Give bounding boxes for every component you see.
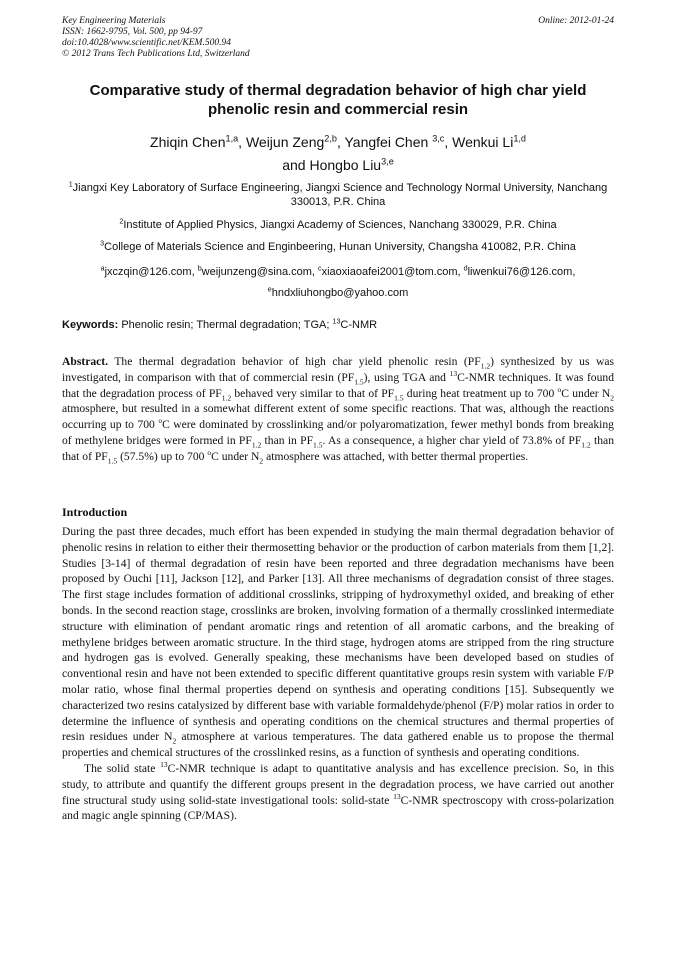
affiliation-text: Institute of Applied Physics, Jiangxi Academy of Sciences, Nanchang 330029, P.R. China <box>123 219 557 231</box>
author-name: Hongbo Liu <box>309 157 382 173</box>
author-name: Weijun Zeng <box>245 134 325 150</box>
author-affil-mark: 1,d <box>513 133 526 144</box>
paper-title <box>62 82 614 119</box>
keywords-items: Phenolic resin; Thermal degradation; TGA; <box>121 319 333 331</box>
email-address[interactable]: hndxliuhongbo@yahoo.com <box>271 287 409 299</box>
introduction-heading: Introduction <box>62 505 128 519</box>
author-separator: , <box>444 134 453 150</box>
keyword-nmr: C-NMR <box>340 319 378 331</box>
email-line-1 <box>62 262 614 283</box>
keywords-label: Keywords: <box>62 319 119 331</box>
author-and: and <box>282 157 310 173</box>
affiliation-2 <box>62 218 614 232</box>
online-date: Online: 2012-01-24 <box>538 16 614 26</box>
email-mark: b <box>197 264 202 273</box>
affiliation-number: 3 <box>100 239 105 248</box>
email-mark: c <box>318 264 322 273</box>
email-mark: a <box>100 264 105 273</box>
author-line-2 <box>62 154 614 177</box>
journal-name: Key Engineering Materials <box>62 16 166 26</box>
intro-paragraph-1: During the past three decades, much effort has been expended in studying the main thermal degradation behavior of phenolic resins in relation to either their thermosetting behavior or the production of carbon materials from them [1,2]. Studies [3-14] of thermal degradation of resin have been reported and three degradation mechanisms have been proposed by Ouchi [11], Jackson [12], and Parker [13]. All three mechanisms of degradation consist of three stages. The first stage includes formation of additional crosslinks, stripping of hydroxymethyl oxided, and breaking of ether bonds. In the second reaction stage, crosslinks are broken, involving formation of a thermally crosslinked intermediate structure with elimination of pendant aromatic rings and retention of all aromatic carbons, and the breaking of methylene bridges between aromatic structure. In the third stage, hydrogen atoms are stripped from the ring structure and hydrogen gas is evolved. Generally speaking, these mechanisms have been developed based on studies of conventional resin and have not been extended to specific different quantitative groups resin system with variable F/P molar ratio, whose final thermal properties depend on synthesis and operating conditions [15]. Subsequently we characterized two resins catalysized by different base with variable formaldehyde/phenol (F/P) molar ratios in order to determine the influence of synthesis and operating conditions on the chemical structures and thermal properties of resin residues under $N_2$ atmosphere at various temperatures. The data gathered enable us to propose the thermal properties and chemical structures of the crosslinked resins, as a function of synthesis and operating conditions. <box>62 525 614 760</box>
author-separator: , <box>238 134 246 150</box>
affiliation-text: Jiangxi Key Laboratory of Surface Engineering, Jiangxi Science and Technology Normal University, Nanchang 330013, P.R. China <box>72 182 608 208</box>
affiliation-number: 2 <box>119 217 124 226</box>
author-affil-mark: 3,e <box>381 156 394 167</box>
email-address[interactable]: liwenkui76@126.com, <box>467 266 576 278</box>
email-mark: e <box>267 285 272 294</box>
author-name: Wenkui Li <box>452 134 514 150</box>
abstract-label: Abstract. <box>62 355 109 368</box>
journal-doi: doi:10.4028/www.scientific.net/KEM.500.94 <box>62 38 231 48</box>
email-line-2 <box>62 283 614 304</box>
email-address[interactable]: weijunzeng@sina.com, <box>201 266 319 278</box>
journal-issn: ISSN: 1662-9795, Vol. 500, pp 94-97 <box>62 27 203 37</box>
affiliation-text: College of Materials Science and Enginbeering, Hunan University, Changsha 410082, P.R. China <box>104 241 576 253</box>
keyword-superscript: 13 <box>332 317 341 326</box>
title-line-1: Comparative study of thermal degradation behavior of high char yield <box>89 82 587 99</box>
keywords <box>62 318 614 332</box>
author-name: Yangfei Chen <box>344 134 433 150</box>
email-address[interactable]: jxczqin@126.com, <box>104 266 198 278</box>
author-affil-mark: 2,b <box>324 133 337 144</box>
journal-header <box>62 16 614 60</box>
author-separator: , <box>336 134 345 150</box>
author-line-1 <box>62 131 614 154</box>
intro-paragraph-2: The solid state $^{13}$C-NMR technique is adapt to quantitative analysis and has excellence precision. So, in this study, to attribute and quantify the different groups present in the degradation process, we have carried out another fine structural study using solid-state investigational tools: solid-state $^{13}$C-NMR spectroscopy with cross-polarization and magic angle spinning (CP/MAS). <box>62 760 614 823</box>
introduction-body <box>62 524 614 824</box>
title-line-2: phenolic resin and commercial resin <box>207 100 469 118</box>
email-list <box>62 262 614 304</box>
author-affil-mark: 3,c <box>432 133 445 144</box>
affiliation-1 <box>62 181 614 209</box>
author-name: Zhiqin Chen <box>150 134 226 150</box>
affiliation-3 <box>62 240 614 254</box>
email-address[interactable]: xiaoxiaoafei2001@tom.com, <box>321 266 464 278</box>
affiliation-number: 1 <box>68 180 73 189</box>
email-mark: d <box>463 264 468 273</box>
abstract: Abstract. The thermal degradation behavior of high char yield phenolic resin $(PF_{1.2})$ synthesized by us was investigated, in comparison with that of commercial resin $(PF_{1.5})$, using TGA and $^{13}$C-NMR techniques. It was found that the degradation process of $PF_{1.2}$ behaved very similar to that of $PF_{1.5}$ during heat treatment up to 700 $^o$C under $N_2$ atmosphere, but resulted in a somewhat different extent of some specific reactions. That was, although the reactions occurring up to 700 $^o$C were dominated by crosslinking and/or polyaromatization, fewer methyl bonds from breaking of methylene bridges were formed in $PF_{1.2}$ than in $PF_{1.5}$. As a consequence, a higher char yield of 73.8% of $PF_{1.2}$ than that of $PF_{1.5}$ (57.5%) up to 700 $^o$C under $N_2$ atmosphere was attached, with better thermal properties. <box>62 355 614 466</box>
author-affil-mark: 1,a <box>225 133 239 144</box>
author-list <box>62 131 614 177</box>
journal-copyright: © 2012 Trans Tech Publications Ltd, Switzerland <box>62 49 250 59</box>
